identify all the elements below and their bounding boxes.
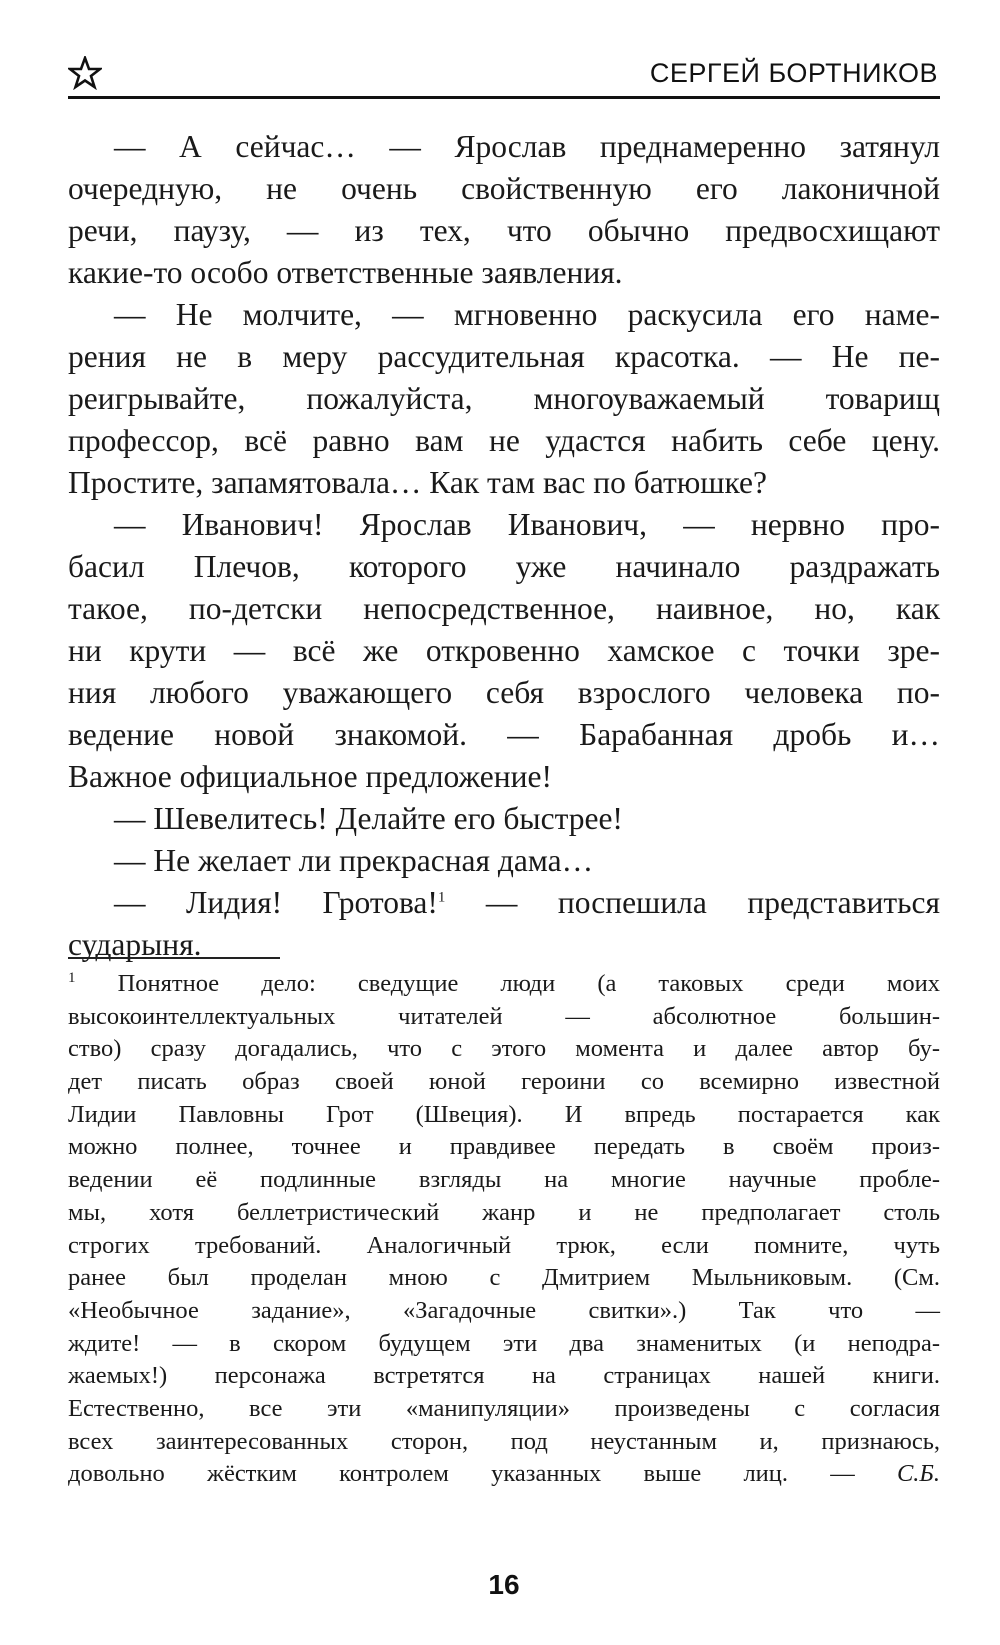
text-line: профессор, всё равно вам не удастся набить себе цену. bbox=[68, 423, 940, 458]
text-line: ни крути — всё же откровенно хамское с точки зре- bbox=[68, 633, 940, 668]
footnote-marker: 1 bbox=[68, 969, 76, 986]
author-name: СЕРГЕЙ БОРТНИКОВ bbox=[649, 58, 938, 88]
text-line: рения не в меру рассудительная красотка. — Не пе- bbox=[68, 339, 940, 374]
author-signature: С.Б. bbox=[896, 1460, 940, 1488]
star-icon bbox=[68, 56, 102, 90]
footnote-text: довольно жёстким контролем указанных выше лиц. — bbox=[68, 1460, 897, 1488]
text-line: какие-то особо ответственные заявления. bbox=[68, 255, 623, 290]
footnote-line: высокоинтеллектуальных читателей — абсолютное большин- bbox=[68, 1002, 940, 1030]
text-line: ведение новой знакомой. — Барабанная дробь и… bbox=[68, 717, 940, 752]
book-page bbox=[68, 0, 940, 1645]
text-line: речи, паузу, — из тех, что обычно предвосхищают bbox=[68, 213, 940, 248]
footnote-line: ранее был проделан мною с Дмитрием Мыльниковым. (См. bbox=[68, 1264, 940, 1292]
footnote-line: ждите! — в скором будущем эти два знаменитых (и неподра- bbox=[68, 1329, 940, 1357]
running-header bbox=[68, 52, 940, 99]
footnote-line: можно полнее, точнее и правдивее передать в своём произ- bbox=[68, 1133, 940, 1161]
text-line: сударыня. bbox=[68, 927, 202, 962]
text-line: басил Плечов, которого уже начинало раздражать bbox=[68, 549, 940, 584]
text-line: — Шевелитесь! Делайте его быстрее! bbox=[114, 801, 623, 836]
text-line: — А сейчас… — Ярослав преднамеренно затянул bbox=[114, 129, 940, 164]
page-number: 16 bbox=[488, 1569, 520, 1600]
footnote-text: Понятное дело: сведущие люди (а таковых среди моих bbox=[117, 970, 941, 997]
footnote-line: строгих требований. Аналогичный трюк, если помните, чуть bbox=[68, 1231, 940, 1259]
footnote-line: мы, хотя беллетристический жанр и не предполагает столь bbox=[68, 1198, 940, 1226]
footnote-line: ведении её подлинные взгляды на многие научные пробле- bbox=[68, 1166, 940, 1194]
footnote-line: Естественно, все эти «манипуляции» произведены с согласия bbox=[68, 1394, 940, 1422]
footnote bbox=[68, 968, 940, 1491]
text-line bbox=[68, 882, 940, 924]
text-line: — Иванович! Ярослав Иванович, — нервно про- bbox=[114, 507, 940, 542]
main-text bbox=[68, 126, 940, 966]
footnote-line: всех заинтересованных сторон, под неустанным и, признаюсь, bbox=[68, 1427, 940, 1455]
footnote-line bbox=[68, 968, 940, 1001]
footnote-line: Лидии Павловны Грот (Швеция). И впредь постарается как bbox=[68, 1100, 940, 1128]
footnote-reference: 1 bbox=[437, 889, 446, 906]
text-line: Простите, запамятовала… Как там вас по батюшке? bbox=[68, 465, 767, 500]
text-line: такое, по-детски непосредственное, наивное, но, как bbox=[68, 591, 940, 626]
footnote-line: дет писать образ своей юной героини со всемирно известной bbox=[68, 1068, 940, 1096]
footnote-line: «Необычное задание», «Загадочные свитки».) Так что — bbox=[68, 1296, 940, 1324]
text-line: очередную, не очень свойственную его лаконичной bbox=[68, 171, 940, 206]
dialogue-part: — поспешила представиться bbox=[445, 885, 940, 920]
footnote-line bbox=[68, 1458, 940, 1491]
text-line: реигрывайте, пожалуйста, многоуважаемый товарищ bbox=[68, 381, 940, 416]
footnote-line: жаемых!) персонажа встретятся на страницах нашей книги. bbox=[68, 1362, 940, 1390]
text-line: — Не желает ли прекрасная дама… bbox=[114, 843, 594, 878]
text-line: Важное официальное предложение! bbox=[68, 759, 552, 794]
footnote-line: ство) сразу догадались, что с этого момента и далее автор бу- bbox=[68, 1035, 940, 1063]
text-line: ния любого уважающего себя взрослого человека по- bbox=[68, 675, 940, 710]
dialogue-part: — Лидия! Гротова! bbox=[114, 885, 438, 920]
footnote-divider bbox=[68, 957, 280, 959]
text-line: — Не молчите, — мгновенно раскусила его наме- bbox=[114, 297, 940, 332]
